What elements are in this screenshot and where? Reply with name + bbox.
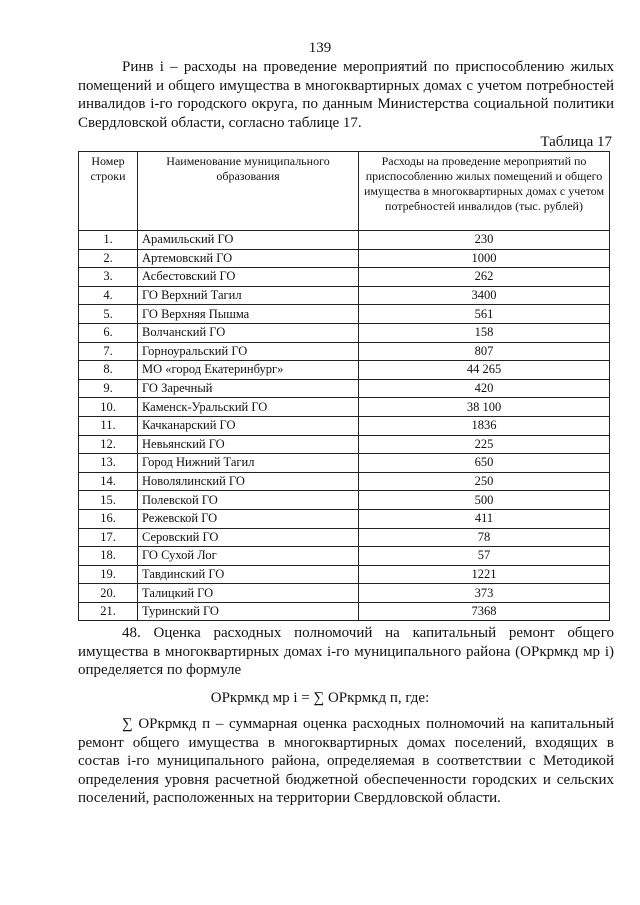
table-row bbox=[79, 305, 610, 324]
cell-municipality: Талицкий ГО bbox=[138, 584, 359, 603]
cell-expenses: 650 bbox=[359, 454, 610, 473]
cell-municipality: Невьянский ГО bbox=[138, 435, 359, 454]
table-caption: Таблица 17 bbox=[540, 134, 612, 150]
cell-row-number: 5. bbox=[79, 305, 138, 324]
cell-row-number: 9. bbox=[79, 379, 138, 398]
cell-municipality: Асбестовский ГО bbox=[138, 268, 359, 287]
cell-expenses: 57 bbox=[359, 547, 610, 566]
cell-expenses: 3400 bbox=[359, 286, 610, 305]
table-row bbox=[79, 584, 610, 603]
cell-expenses: 420 bbox=[359, 379, 610, 398]
table-row bbox=[79, 454, 610, 473]
cell-expenses: 230 bbox=[359, 231, 610, 250]
cell-row-number: 3. bbox=[79, 268, 138, 287]
table-row bbox=[79, 342, 610, 361]
table-row bbox=[79, 398, 610, 417]
intro-paragraph: Ринв i – расходы на проведение мероприятий по приспособлению жилых помещений и общего имущества в многоквартирных домах с учетом потребностей инвалидов i-го городского округа, по данным Министерства социальной политики Свердловской области, согласно таблице 17. bbox=[78, 59, 614, 131]
page-number: 139 bbox=[308, 40, 332, 56]
cell-row-number: 12. bbox=[79, 435, 138, 454]
header-expenses: Расходы на проведение мероприятий по приспособлению жилых помещений и общего имущества в многоквартирных домах с учетом потребностей инвалидов (тыс. рублей) bbox=[359, 152, 610, 231]
definition-paragraph: ∑ ОРкрмкд п – суммарная оценка расходных полномочий на капитальный ремонт общего имущества в многоквартирных домах поселений, входящих в состав i-го муниципального района, определяемая в соответствии с Методикой определения уровня расчетной бюджетной обеспеченности городских и сельских поселений, расположенных на территории Свердловской области. bbox=[78, 716, 614, 806]
cell-row-number: 4. bbox=[79, 286, 138, 305]
cell-municipality: Полевской ГО bbox=[138, 491, 359, 510]
expenses-table bbox=[78, 151, 610, 621]
table-body bbox=[79, 231, 610, 621]
cell-row-number: 17. bbox=[79, 528, 138, 547]
formula: ОРкрмкд мр i = ∑ ОРкрмкд п, где: bbox=[210, 690, 430, 706]
table-row bbox=[79, 323, 610, 342]
cell-row-number: 10. bbox=[79, 398, 138, 417]
cell-expenses: 411 bbox=[359, 509, 610, 528]
cell-expenses: 561 bbox=[359, 305, 610, 324]
cell-municipality: МО «город Екатеринбург» bbox=[138, 361, 359, 380]
cell-municipality: Режевской ГО bbox=[138, 509, 359, 528]
cell-expenses: 1221 bbox=[359, 565, 610, 584]
table-header-row bbox=[79, 152, 610, 231]
cell-municipality: ГО Верхняя Пышма bbox=[138, 305, 359, 324]
table-row bbox=[79, 472, 610, 491]
cell-row-number: 13. bbox=[79, 454, 138, 473]
cell-row-number: 2. bbox=[79, 249, 138, 268]
header-municipality: Наименование муниципального образования bbox=[138, 152, 359, 231]
table-row bbox=[79, 249, 610, 268]
table-row bbox=[79, 361, 610, 380]
cell-row-number: 1. bbox=[79, 231, 138, 250]
cell-municipality: Каменск-Уральский ГО bbox=[138, 398, 359, 417]
cell-row-number: 19. bbox=[79, 565, 138, 584]
cell-row-number: 20. bbox=[79, 584, 138, 603]
table-row bbox=[79, 491, 610, 510]
cell-municipality: ГО Заречный bbox=[138, 379, 359, 398]
cell-municipality: Волчанский ГО bbox=[138, 323, 359, 342]
cell-municipality: ГО Верхний Тагил bbox=[138, 286, 359, 305]
table-row bbox=[79, 528, 610, 547]
section-48-paragraph: 48. Оценка расходных полномочий на капитальный ремонт общего имущества в многоквартирных домах i-го муниципального района (ОРкрмкд мр i) определяется по формуле bbox=[78, 625, 614, 678]
cell-municipality: Серовский ГО bbox=[138, 528, 359, 547]
cell-row-number: 7. bbox=[79, 342, 138, 361]
table-row bbox=[79, 416, 610, 435]
cell-expenses: 1836 bbox=[359, 416, 610, 435]
cell-row-number: 14. bbox=[79, 472, 138, 491]
cell-row-number: 11. bbox=[79, 416, 138, 435]
cell-expenses: 44 265 bbox=[359, 361, 610, 380]
cell-expenses: 500 bbox=[359, 491, 610, 510]
table-row bbox=[79, 435, 610, 454]
table-row bbox=[79, 231, 610, 250]
cell-row-number: 15. bbox=[79, 491, 138, 510]
cell-expenses: 7368 bbox=[359, 602, 610, 621]
cell-row-number: 16. bbox=[79, 509, 138, 528]
cell-expenses: 250 bbox=[359, 472, 610, 491]
cell-row-number: 18. bbox=[79, 547, 138, 566]
header-row-number: Номер строки bbox=[79, 152, 138, 231]
cell-expenses: 158 bbox=[359, 323, 610, 342]
table-row bbox=[79, 509, 610, 528]
cell-municipality: Качканарский ГО bbox=[138, 416, 359, 435]
cell-municipality: Город Нижний Тагил bbox=[138, 454, 359, 473]
cell-expenses: 807 bbox=[359, 342, 610, 361]
cell-expenses: 78 bbox=[359, 528, 610, 547]
table-row bbox=[79, 565, 610, 584]
cell-municipality: Туринский ГО bbox=[138, 602, 359, 621]
cell-expenses: 38 100 bbox=[359, 398, 610, 417]
cell-row-number: 6. bbox=[79, 323, 138, 342]
cell-municipality: Горноуральский ГО bbox=[138, 342, 359, 361]
cell-municipality: Новолялинский ГО bbox=[138, 472, 359, 491]
table-row bbox=[79, 547, 610, 566]
cell-row-number: 8. bbox=[79, 361, 138, 380]
cell-municipality: Тавдинский ГО bbox=[138, 565, 359, 584]
cell-municipality: ГО Сухой Лог bbox=[138, 547, 359, 566]
cell-expenses: 1000 bbox=[359, 249, 610, 268]
table-row bbox=[79, 286, 610, 305]
cell-expenses: 225 bbox=[359, 435, 610, 454]
cell-municipality: Артемовский ГО bbox=[138, 249, 359, 268]
table-row bbox=[79, 268, 610, 287]
cell-row-number: 21. bbox=[79, 602, 138, 621]
cell-expenses: 373 bbox=[359, 584, 610, 603]
cell-expenses: 262 bbox=[359, 268, 610, 287]
table-row bbox=[79, 379, 610, 398]
table-row bbox=[79, 602, 610, 621]
cell-municipality: Арамильский ГО bbox=[138, 231, 359, 250]
